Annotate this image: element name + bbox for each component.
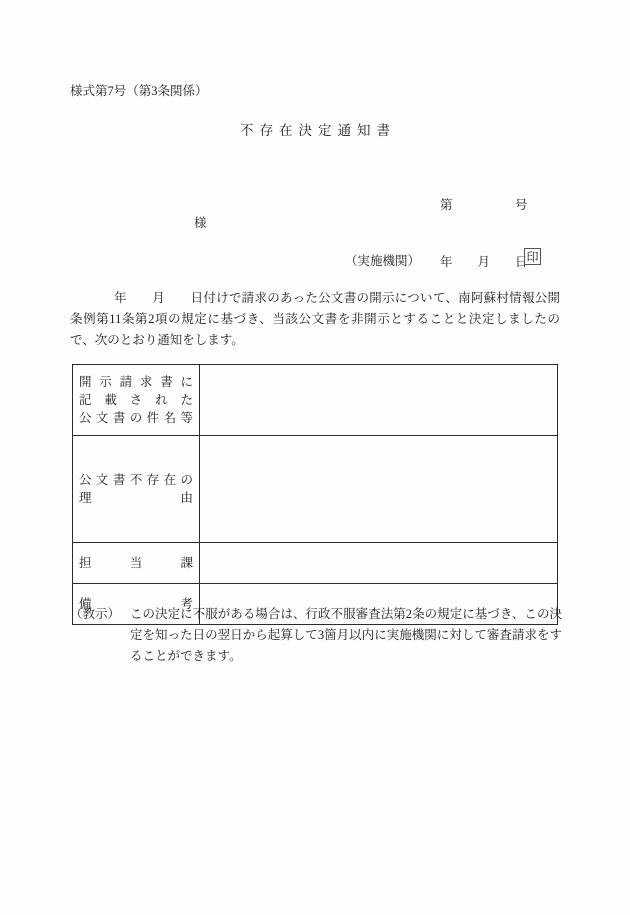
row-label-subject-of-request — [73, 365, 200, 436]
instruction-note-row — [70, 604, 562, 667]
addressee-line: 様 — [194, 216, 207, 230]
row-value-subject-of-request[interactable] — [200, 365, 558, 436]
body-paragraph: 年 月 日付けで請求のあった公文書の開示について、南阿蘇村情報公開条例第11条第2項の規定に基づき、当該公文書を非開示とすることと決定しましたので、次のとおり通知をします。 — [70, 291, 560, 347]
row-label-reason-for-nonexistence — [73, 436, 200, 543]
row-value-department-in-charge[interactable] — [200, 543, 558, 584]
label-line: 公文書の件名等 — [79, 411, 193, 425]
instruction-note-text: この決定に不服がある場合は、行政不服審査法第2条の規定に基づき、この決定を知った日の翌日から起算して3箇月以内に実施機関に対して審査請求をすることができます。 — [130, 607, 562, 663]
form-number: 様式第7号（第3条関係） — [70, 84, 208, 98]
issuing-organ-line: （実施機関） — [345, 254, 421, 268]
label-line: 記載された — [79, 393, 193, 407]
label-line: 備考 — [79, 597, 193, 611]
notification-table — [72, 364, 558, 625]
seal-stamp-box: 印 — [524, 248, 541, 265]
document-number-line: 第 号 — [440, 198, 528, 212]
label-line: 担当課 — [79, 556, 193, 570]
label-line: 理由 — [79, 491, 193, 505]
table-row — [73, 543, 558, 584]
table-row — [73, 365, 558, 436]
label-line: 公文書不存在の — [79, 473, 193, 487]
document-date-line: 年 月 日 — [440, 255, 528, 269]
table-row — [73, 436, 558, 543]
document-title: 不存在決定通知書 — [240, 123, 396, 138]
row-value-reason-for-nonexistence[interactable] — [200, 436, 558, 543]
instruction-note — [70, 604, 562, 667]
row-label-department-in-charge — [73, 543, 200, 584]
instruction-note-label: （教示） — [70, 607, 121, 621]
label-line: 開示請求書に — [79, 375, 193, 389]
